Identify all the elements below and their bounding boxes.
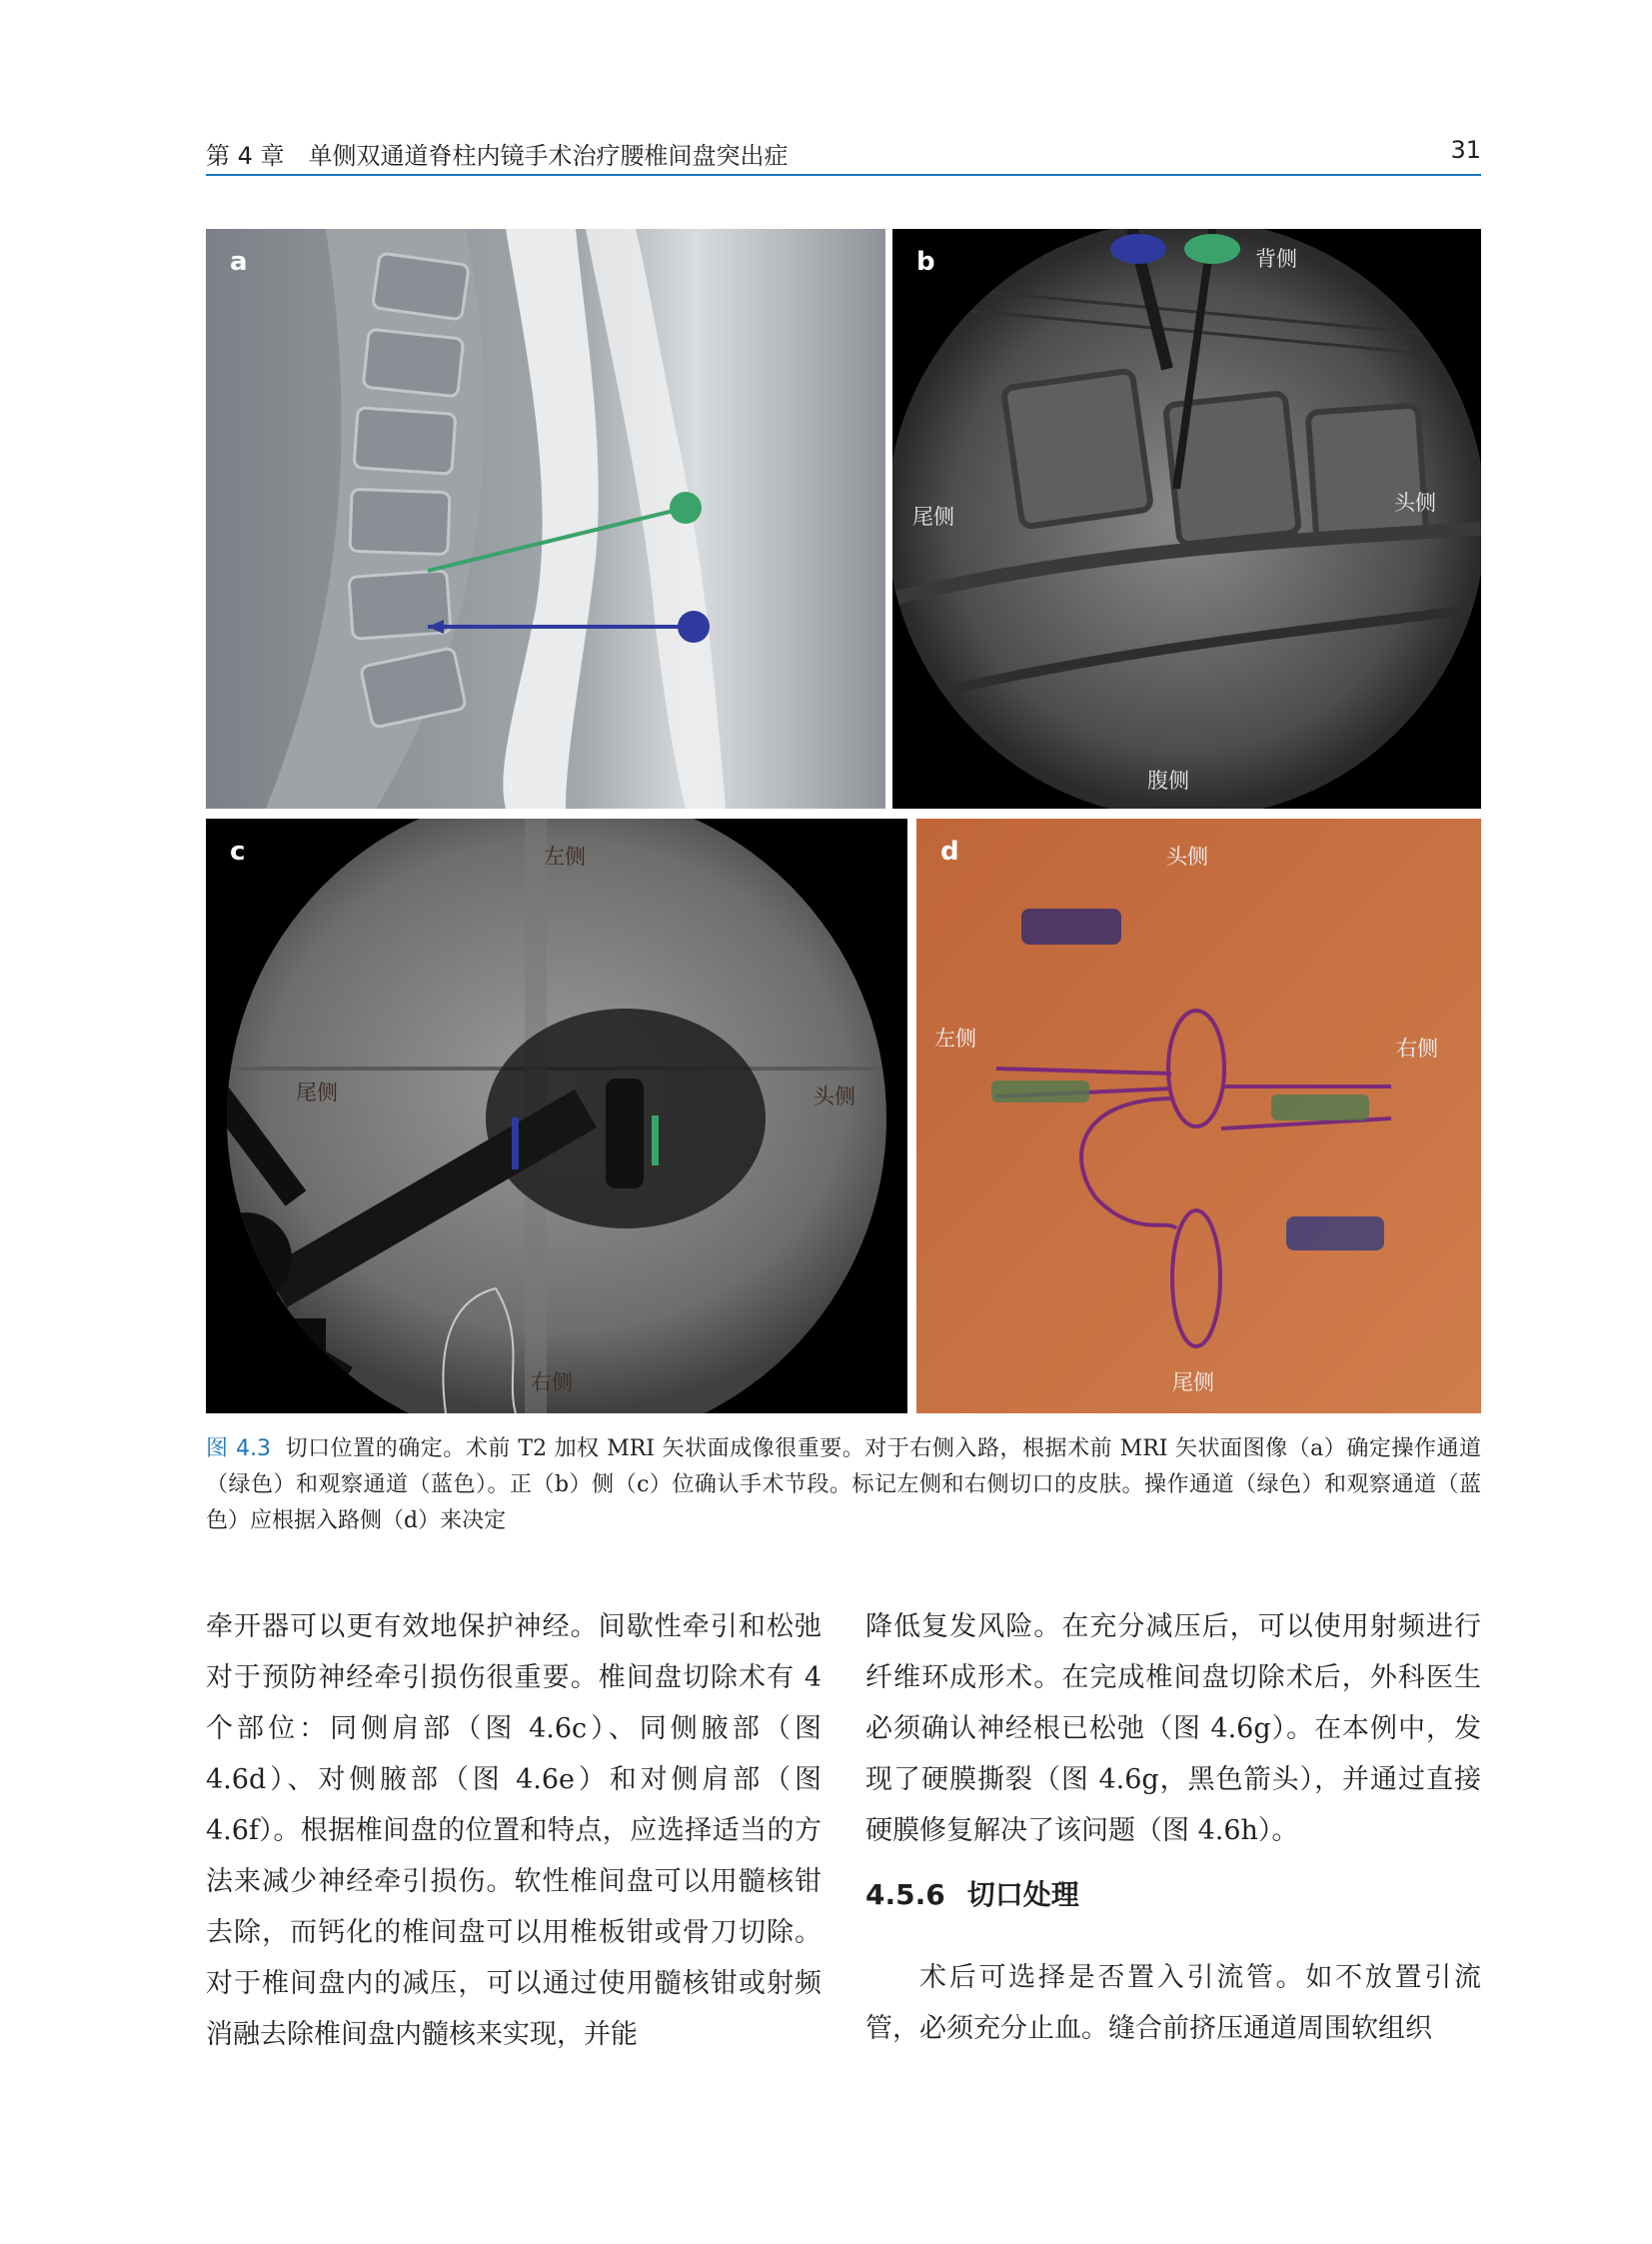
label-caudal: 尾侧 [912,505,954,529]
label-left: 左侧 [544,845,586,869]
label-cranial: 头侧 [1166,845,1208,869]
label-right: 右侧 [531,1370,573,1394]
label-caudal: 尾侧 [1172,1370,1214,1394]
body-paragraph: 术后可选择是否置入引流管。如不放置引流管，必须充分止血。缝合前挤压通道周围软组织 [865,1962,1481,2044]
figure-panel-d [916,819,1481,1413]
label-cranial: 头侧 [814,1085,855,1109]
orientation-marker: F [508,779,518,795]
panel-letter: b [916,247,935,277]
body-column-right [865,1601,1481,2054]
figure-panel-a [206,229,885,809]
figure-panel-c [206,819,907,1413]
panel-letter: c [230,837,246,867]
label-cranial: 头侧 [1394,491,1436,515]
figure-panel-b [892,229,1481,809]
figure-caption [206,1431,1481,1539]
caption-text: 切口位置的确定。术前 T2 加权 MRI 矢状面成像很重要。对于右侧入路，根据术前 MRI 矢状面图像（a）确定操作通道（绿色）和观察通道（蓝色）。正（b）侧（c）位确认手术节段。标记左侧和右侧切口的皮肤。操作通道（绿色）和观察通道（蓝色）应根据入路侧（d）来决定 [206,1436,1481,1533]
page-number: 31 [1450,136,1481,164]
label-right: 右侧 [1396,1037,1438,1061]
body-paragraph: 降低复发风险。在充分减压后，可以使用射频进行纤维环成形术。在完成椎间盘切除术后，外科医生必须确认神经根已松弛（图 4.6g）。在本例中，发现了硬膜撕裂（图 4.6g，黑色箭头），并通过直接硬膜修复解决了该问题（图 4.6h）。 [865,1611,1481,1846]
mri-sagittal-image [206,229,885,809]
section-heading [865,1856,1481,1952]
section-number: 4.5.6 [865,1878,945,1911]
skin-marking-photo [916,819,1481,1413]
figure-number: 图 4.3 [206,1436,272,1461]
running-header [206,134,1481,176]
body-paragraph: 牵开器可以更有效地保护神经。间歇性牵引和松弛对于预防神经牵引损伤很重要。椎间盘切除术有 4 个部位：同侧肩部（图 4.6c）、同侧腋部（图 4.6d）、对侧腋部（图 4.6e）和对侧肩部（图 4.6f）。根据椎间盘的位置和特点，应选择适当的方法来减少神经牵引损伤。软性椎间盘可以用髓核钳去除，而钙化的椎间盘可以用椎板钳或骨刀切除。对于椎间盘内的减压，可以通过使用髓核钳或射频消融去除椎间盘内髓核来实现，并能 [206,1611,822,2050]
ap-fluoroscopy-image [206,819,907,1413]
panel-letter: a [230,247,248,277]
label-caudal: 尾侧 [296,1081,338,1105]
panel-letter: d [940,837,959,867]
label-left: 左侧 [934,1027,976,1051]
label-dorsal: 背侧 [1255,247,1297,271]
body-column-left [206,1601,822,2060]
chapter-title: 第 4 章 单侧双通道脊柱内镜手术治疗腰椎间盘突出症 [206,142,789,170]
section-title: 切口处理 [966,1878,1079,1911]
label-ventral: 腹侧 [1147,769,1189,793]
lateral-fluoroscopy-image [892,229,1481,809]
